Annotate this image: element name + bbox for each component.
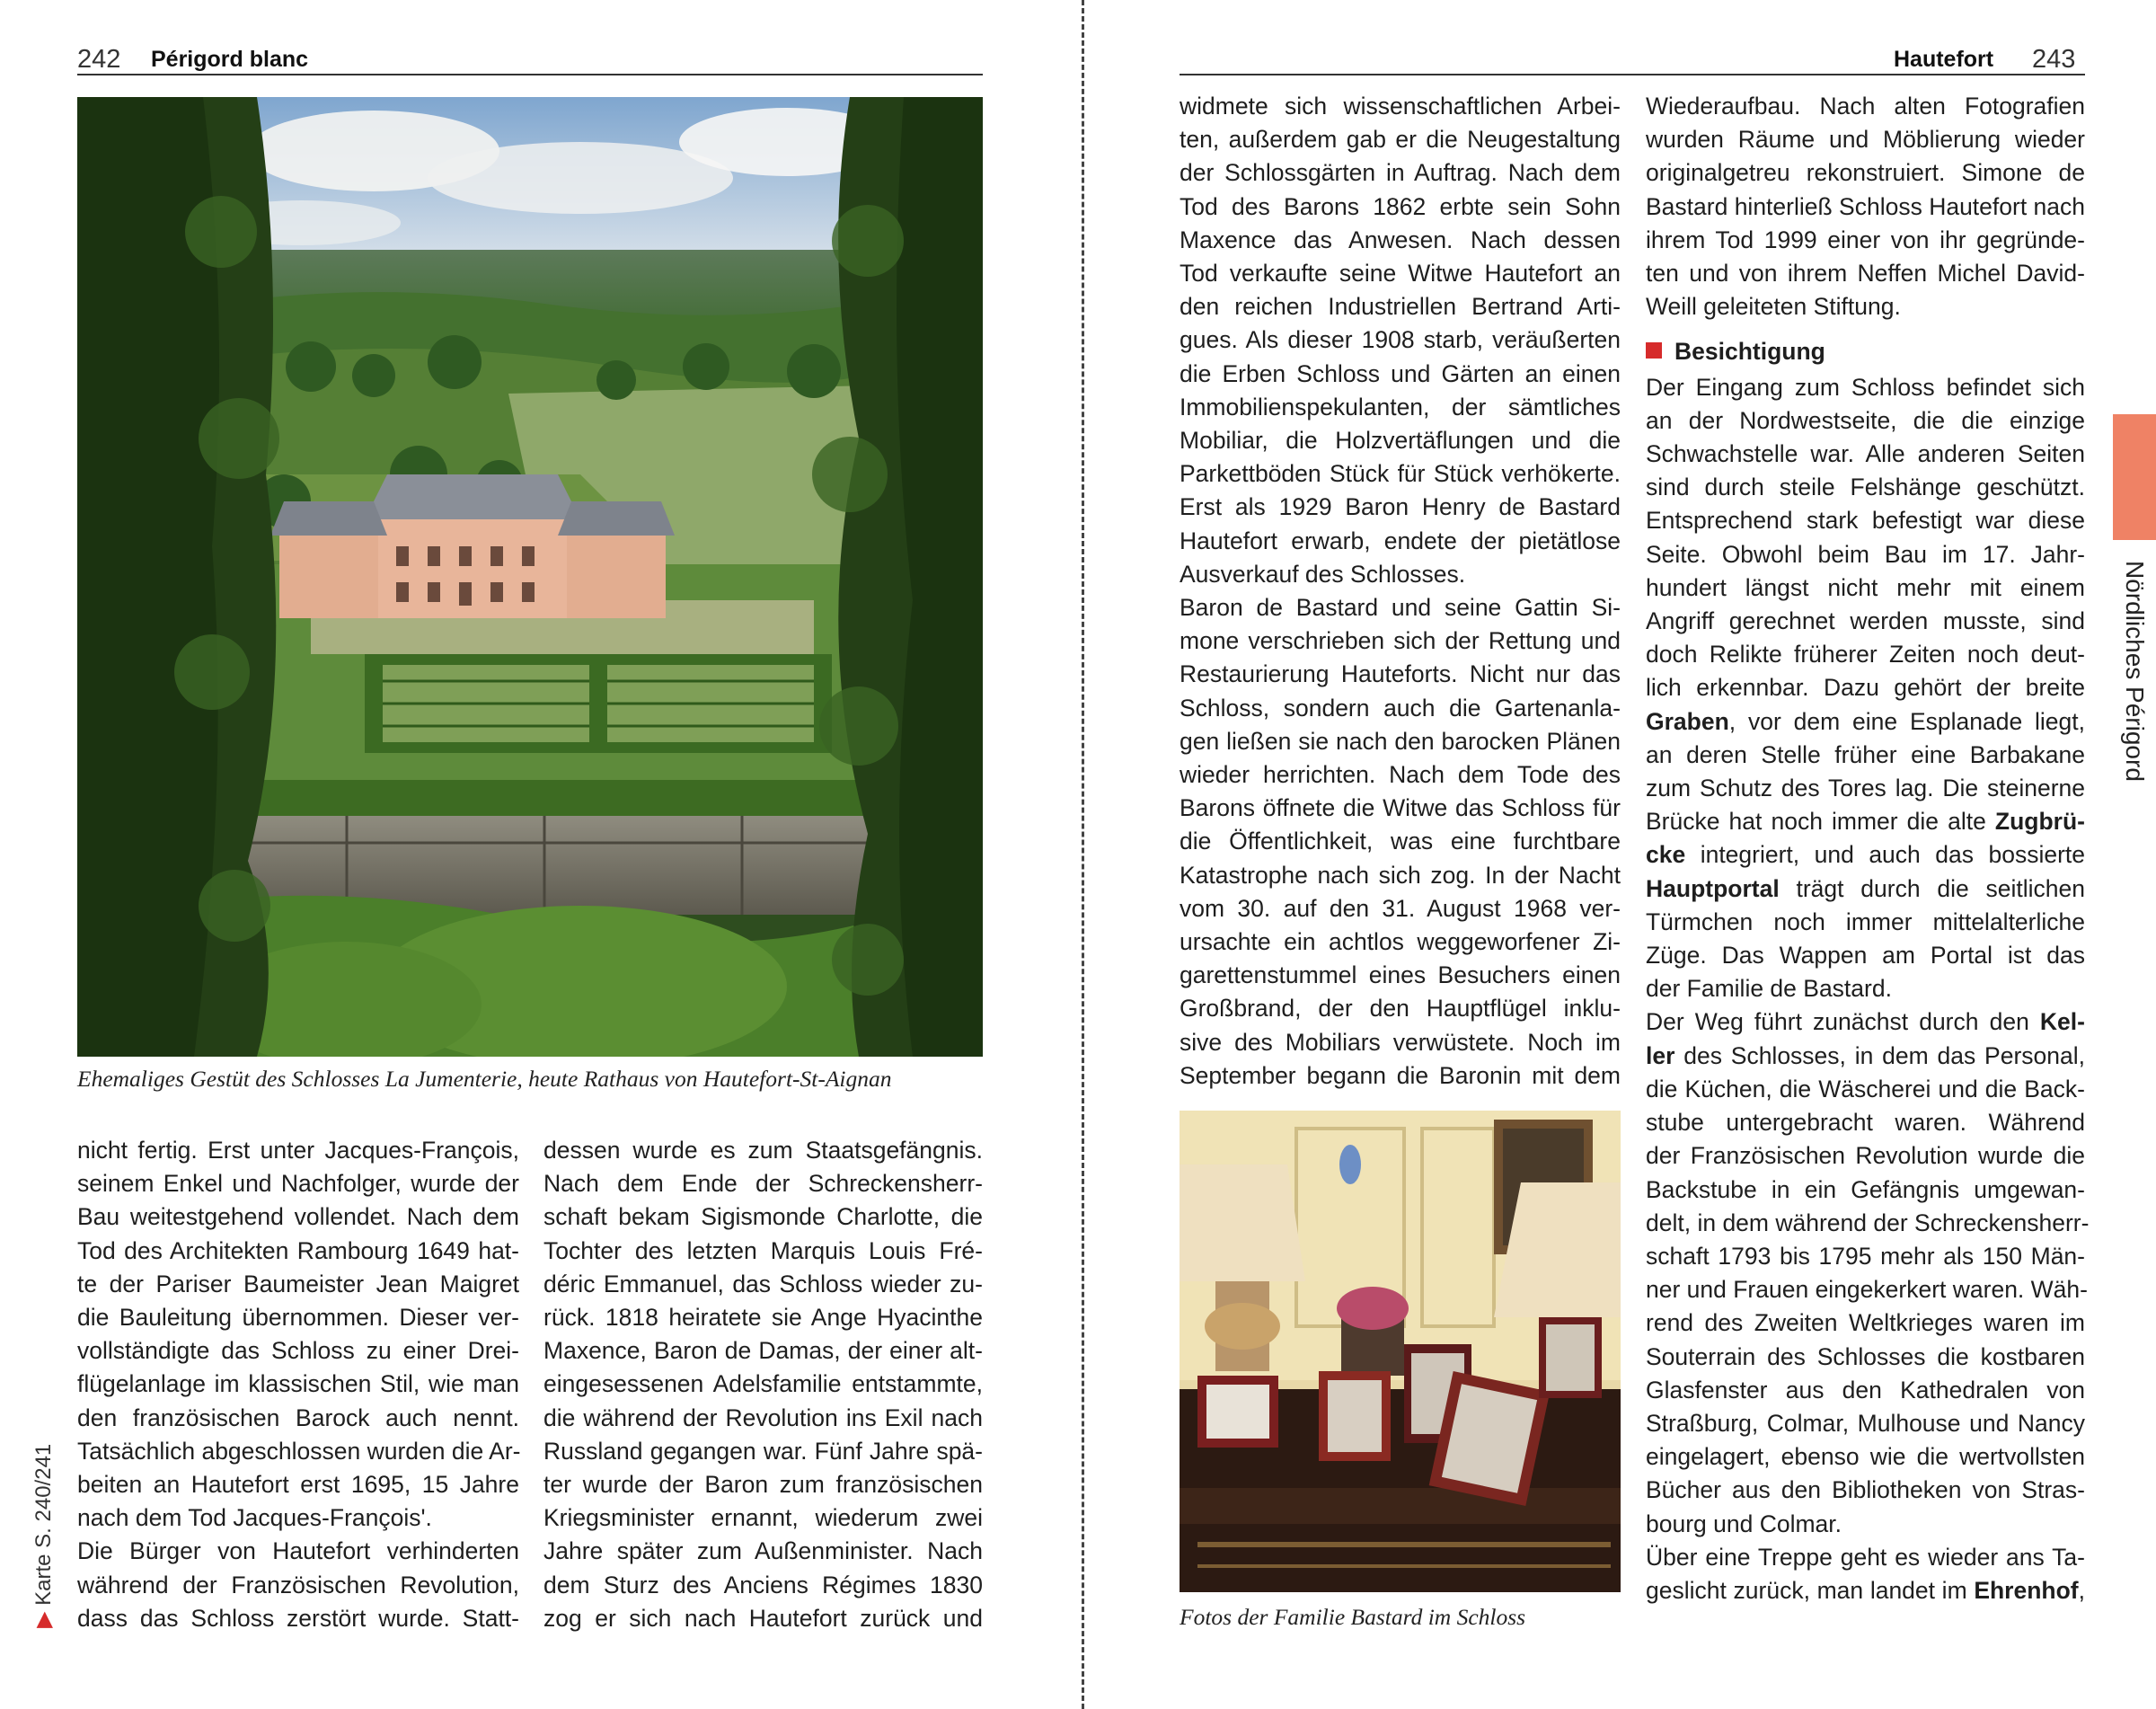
text-line: cke integriert, und auch das bossierte [1646,841,2085,869]
text-line: eingelagert, ebenso wie die wertvollsten [1646,1443,2085,1471]
left-header-rule [77,74,983,75]
text-line: dem Sturz des Anciens Régimes 1830 [543,1571,983,1598]
text-line: lich erkennbar. Dazu gehört der breite [1646,674,2085,702]
text-line: Tod verkaufte seine Witwe Hautefort an [1180,260,1621,288]
right-header-rule [1180,74,2085,75]
text-line: zog er sich nach Hautefort zurück und [543,1604,983,1632]
text-line: Türmchen noch immer mittelalterliche [1646,908,2085,935]
text-line: wieder herrichten. Nach dem Tode des [1180,761,1621,789]
text-line: Entsprechend stark befestigt war diese [1646,507,2085,535]
text-line: Brücke hat noch immer die alte Zugbrü- [1646,808,2085,836]
text-line: dass das Schloss zerstört wurde. Statt- [77,1604,519,1632]
section-heading-label: Besichtigung [1674,338,1825,366]
text-line: sive des Mobiliars verwüstete. Noch im [1180,1028,1621,1056]
map-reference-text: Karte S. 240/241 [31,1443,56,1606]
text-line: Tod des Barons 1862 erbte sein Sohn [1180,192,1621,220]
text-line: Seite. Obwohl beim Bau im 17. Jahr- [1646,540,2085,568]
text-line: der Französischen Revolution wurde die [1646,1142,2085,1170]
text-line: Maxence, Baron de Damas, der einer alt- [543,1337,983,1365]
left-running-head: Périgord blanc [151,47,309,72]
page-gutter [1082,0,1084,1709]
right-column-1 [1180,90,1621,1093]
text-line: Schwachstelle war. Alle anderen Seiten [1646,440,2085,468]
text-line: Katastrophe nach sich zog. In der Nacht [1180,861,1621,889]
text-line: Der Eingang zum Schloss befindet sich [1646,373,2085,401]
text-line: ler des Schlosses, in dem das Personal, [1646,1041,2085,1069]
section-heading [1646,335,2085,368]
text-line: Restaurierung Hauteforts. Nicht nur das [1180,660,1621,688]
text-line: nach dem Tod Jacques-François'. [77,1504,432,1532]
text-line: Russland gegangen war. Fünf Jahre spä- [543,1437,983,1465]
text-line: Graben, vor dem eine Esplanade liegt, [1646,707,2085,735]
text-line: Angriff gerechnet werden musste, sind [1646,607,2085,635]
text-line: nicht fertig. Erst unter Jacques-François, [77,1137,519,1164]
text-line: der Schlossgärten in Auftrag. Nach dem [1180,159,1621,187]
text-line: Parkettböden Stück für Stück verhökerte. [1180,460,1621,488]
text-line: garettenstummel eines Besuchers einen [1180,961,1621,989]
text-line: originalgetreu rekonstruiert. Simone de [1646,159,2085,187]
text-line: die während der Revolution ins Exil nach [543,1404,983,1431]
right-page-number: 243 [2032,45,2076,74]
text-line: doch Relikte früherer Zeiten noch deut- [1646,641,2085,669]
text-line: den reichen Industriellen Bertrand Arti- [1180,293,1621,321]
text-line: Jahre später zum Außenminister. Nach [543,1537,983,1565]
text-line: Tatsächlich abgeschlossen wurden die Ar- [77,1437,521,1465]
text-line: ihrem Tod 1999 einer von ihr gegründe- [1646,226,2085,253]
text-line: Die Bürger von Hautefort verhinderten [77,1537,519,1565]
castle-photo [77,97,983,1057]
text-line: vollständigte das Schloss zu einer Drei- [77,1337,519,1365]
text-line: Großbrand, der den Hauptflügel inklu- [1180,995,1621,1023]
text-line: an der Nordwestseite, die die einzige [1646,406,2085,434]
chapter-side-label: Nördliches Périgord [2121,561,2149,782]
text-line: eingesessenen Adelsfamilie entstammte, [543,1370,983,1398]
text-line: ursachte ein achtlos weggeworfener Zi- [1180,928,1621,956]
text-line: hundert längst nicht mehr mit einem [1646,573,2085,601]
text-line: stube untergebracht waren. Während [1646,1109,2085,1137]
text-line: der Familie de Bastard. [1646,975,1892,1003]
text-line: Maxence das Anwesen. Nach dessen [1180,226,1621,253]
text-line: Erst als 1929 Baron Henry de Bastard [1180,493,1621,521]
text-line: geslicht zurück, man landet im Ehrenhof, [1646,1576,2085,1604]
text-line: Bastard hinterließ Schloss Hautefort nach [1646,192,2086,220]
text-line: schaft bekam Sigismonde Charlotte, die [543,1203,983,1231]
text-line: Mobiliar, die Holzvertäflungen und die [1180,427,1621,455]
text-line: déric Emmanuel, das Schloss wieder zu- [543,1270,983,1297]
text-line: Wiederaufbau. Nach alten Fotografien [1646,93,2085,120]
text-line: vom 30. auf den 31. August 1968 ver- [1180,894,1621,922]
section-marker-icon [1646,342,1662,359]
text-line: delt, in dem während der Schreckensherr- [1646,1209,2090,1236]
interior-photo [1180,1111,1621,1592]
text-line: Bau weitestgehend vollendet. Nach dem [77,1203,519,1231]
text-line: mone verschrieben sich der Rettung und [1180,627,1621,655]
text-line: bourg und Colmar. [1646,1510,1842,1537]
text-line: Über eine Treppe geht es wieder ans Ta- [1646,1543,2085,1571]
text-line: schaft 1793 bis 1795 mehr als 150 Män- [1646,1242,2085,1270]
column-text-top [1646,90,2085,323]
text-line: widmete sich wissenschaftlichen Arbei- [1180,93,1621,120]
text-line: die Bauleitung übernommen. Dieser ver- [77,1304,519,1332]
text-line: zum Schutz des Tores lag. Die steinerne [1646,775,2085,802]
text-line: sind durch steile Felshänge geschützt. [1646,474,2085,501]
text-line: Tochter des letzten Marquis Louis Fré- [543,1236,983,1264]
text-line: rück. 1818 heiratete sie Ange Hyacinthe [543,1304,983,1332]
text-line: die Erben Schloss und Gärten an einen [1180,359,1621,387]
column-text-bottom [1646,371,2090,1608]
text-line: ner und Frauen eingekerkert waren. Wäh- [1646,1276,2088,1304]
text-line: Kriegsminister ernannt, wiederum zwei [543,1504,983,1532]
text-line: te der Pariser Baumeister Jean Maigret [77,1270,519,1297]
text-line: Hautefort erwarb, endete der pietätlose [1180,527,1621,554]
text-line: Immobilienspekulanten, der sämtliches [1180,393,1621,421]
text-line: Weill geleiteten Stiftung. [1646,293,1901,321]
text-line: Nach dem Ende der Schreckensherr- [543,1170,983,1198]
text-line: Der Weg führt zunächst durch den Kel- [1646,1008,2085,1036]
text-line: dessen wurde es zum Staatsgefängnis. [543,1137,983,1164]
left-column-1 [77,1134,519,1635]
text-line: die Küchen, die Wäscherei und die Back- [1646,1075,2085,1102]
map-arrow-icon: ▶ [31,1611,56,1628]
text-line: Backstube in ein Gefängnis umgewan- [1646,1175,2085,1203]
text-line: September begann die Baronin mit dem [1180,1061,1621,1089]
text-line: Bücher aus den Bibliotheken von Stras- [1646,1476,2085,1504]
text-line: Hauptportal trägt durch die seitlichen [1646,874,2085,902]
text-line: Tod des Architekten Rambourg 1649 hat- [77,1236,519,1264]
text-line: ten und von ihrem Neffen Michel David- [1646,260,2085,288]
text-line: Straßburg, Colmar, Mulhouse und Nancy [1646,1409,2085,1437]
text-line: ten, außerdem gab er die Neugestaltung [1180,126,1621,154]
right-column-2 [1646,90,2090,1607]
text-line: Züge. Das Wappen am Portal ist das [1646,942,2085,970]
text-line: seinem Enkel und Nachfolger, wurde der [77,1170,519,1198]
text-line: rend des Zweiten Weltkrieges waren im [1646,1309,2085,1337]
text-line: Glasfenster aus den Kathedralen von [1646,1376,2085,1404]
map-reference [31,1444,57,1628]
text-line: Schloss, sondern auch die Gartenanla- [1180,694,1621,722]
text-line: beiten an Hautefort erst 1695, 15 Jahre [77,1471,519,1499]
text-line: Barons öffnete die Witwe das Schloss für [1180,794,1621,822]
text-line: an deren Stelle früher eine Barbakane [1646,740,2085,768]
interior-photo-caption: Fotos der Familie Bastard im Schloss [1180,1604,1526,1630]
text-line: gen ließen sie nach den barocken Plänen [1180,727,1621,755]
text-line: während der Französischen Revolution, [77,1571,519,1598]
text-line: flügelanlage im klassischen Stil, wie man [77,1370,519,1398]
text-line: Baron de Bastard und seine Gattin Si- [1180,594,1621,622]
text-line: gues. Als dieser 1908 starb, veräußerten [1180,326,1621,354]
text-line: Souterrain des Schlosses die kostbaren [1646,1342,2085,1370]
left-page-number: 242 [77,45,121,74]
text-line: ter wurde der Baron zum französischen [543,1471,983,1499]
castle-photo-caption: Ehemaliges Gestüt des Schlosses La Jumenterie, heute Rathaus von Hautefort-St-Aignan [77,1066,892,1092]
text-line: den französischen Barock auch nennt. [77,1404,519,1431]
text-line: wurden Räume und Möblierung wieder [1646,126,2085,154]
right-running-head: Hautefort [1894,47,1994,72]
text-line: die Öffentlichkeit, was eine furchtbare [1180,828,1621,855]
chapter-thumb-tab [2113,414,2156,540]
text-line: Ausverkauf des Schlosses. [1180,560,1466,588]
left-column-2 [543,1134,983,1635]
